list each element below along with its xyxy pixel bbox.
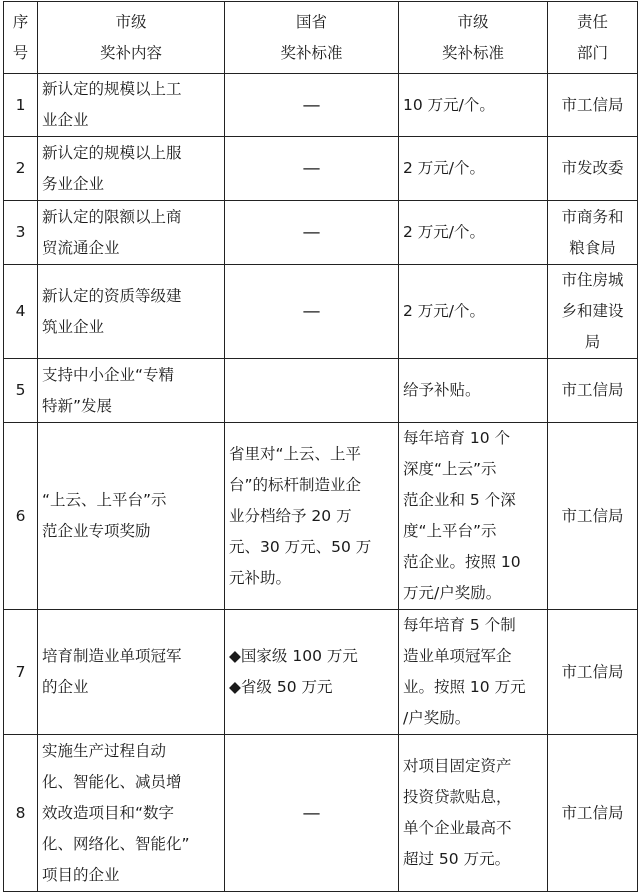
department-cell: [548, 265, 638, 359]
content-line: 业企业: [42, 111, 89, 129]
header-city-content-line: 市级: [115, 12, 147, 31]
row-number: 8: [4, 735, 38, 892]
content-cell: [38, 74, 225, 137]
header-no-line: 序: [12, 12, 29, 31]
content-line: 筑业企业: [42, 317, 105, 336]
department-line: 粮食局: [569, 238, 616, 257]
content-line: 务业企业: [42, 174, 105, 193]
department-cell: 市工信局: [548, 74, 638, 137]
content-cell: [38, 265, 225, 359]
national-line: 省里对“上云、上平: [229, 444, 362, 463]
content-line: 特新”发展: [42, 396, 113, 415]
department-line: 市住房城: [561, 271, 624, 289]
department-line: 局: [584, 333, 601, 351]
national-line: 业分档给予 20 万: [229, 506, 352, 525]
content-line: 新认定的规模以上工: [42, 80, 182, 98]
content-line: 项目的企业: [42, 865, 120, 884]
content-line: 支持中小企业“专精: [42, 365, 175, 384]
department-cell: 市工信局: [548, 610, 638, 735]
row-number: 2: [4, 137, 38, 201]
city-line: /户奖励。: [403, 709, 471, 727]
national-standard-cell: —: [225, 265, 399, 359]
content-line: 范企业专项奖励: [42, 522, 151, 540]
city-line: 万元/户奖励。: [403, 584, 502, 602]
national-standard-cell: —: [225, 735, 399, 892]
national-line: 元补助。: [229, 568, 292, 587]
city-standard-cell: [399, 423, 548, 610]
header-city-content-line: 奖补内容: [99, 43, 162, 62]
content-line: 新认定的规模以上服: [42, 143, 182, 162]
national-standard-cell: —: [225, 201, 399, 265]
content-line: 的企业: [42, 678, 89, 696]
content-cell: [38, 137, 225, 201]
national-standard-cell: [225, 610, 399, 735]
row-number: 6: [4, 423, 38, 610]
department-cell: 市工信局: [548, 735, 638, 892]
table-row: [4, 137, 638, 201]
content-line: 化、网络化、智能化”: [42, 834, 190, 853]
table-row: [4, 201, 638, 265]
table-row: [4, 359, 638, 423]
row-number: 3: [4, 201, 38, 265]
row-number: 7: [4, 610, 38, 735]
city-line: 范企业。按照 10: [403, 553, 521, 571]
content-line: 新认定的限额以上商: [42, 207, 182, 226]
national-standard-cell: [225, 359, 399, 423]
city-line: 业。按照 10 万元: [403, 678, 526, 696]
city-line: 度“上平台”示: [403, 522, 497, 540]
content-line: 贸流通企业: [42, 238, 120, 257]
table-row: [4, 265, 638, 359]
header-no: [4, 2, 38, 74]
city-standard-cell: [399, 735, 548, 892]
city-standard-cell: 2 万元/个。: [399, 137, 548, 201]
content-cell: [38, 359, 225, 423]
subsidy-table: [3, 1, 638, 892]
content-cell: [38, 201, 225, 265]
content-line: “上云、上平台”示: [42, 491, 167, 509]
header-city-standard-line: 市级: [457, 12, 489, 31]
row-number: 4: [4, 265, 38, 359]
department-line: 乡和建设: [561, 302, 624, 320]
national-line: ◆省级 50 万元: [229, 678, 333, 696]
header-department-line: 责任: [576, 12, 608, 31]
city-line: 单个企业最高不: [403, 819, 512, 837]
table-row: [4, 610, 638, 735]
header-national-standard-line: 奖补标准: [280, 43, 343, 62]
row-number: 1: [4, 74, 38, 137]
row-number: 5: [4, 359, 38, 423]
city-line: 超过 50 万元。: [403, 850, 511, 868]
department-cell: 市工信局: [548, 359, 638, 423]
department-cell: 市发改委: [548, 137, 638, 201]
header-department-line: 部门: [576, 43, 608, 62]
content-cell: [38, 610, 225, 735]
content-line: 新认定的资质等级建: [42, 286, 182, 305]
national-line: 元、30 万元、50 万: [229, 537, 372, 556]
header-no-line: 号: [12, 43, 29, 62]
header-national-standard-line: 国省: [295, 12, 327, 31]
city-line: 深度“上云”示: [403, 460, 497, 478]
content-line: 化、智能化、减员增: [42, 772, 182, 791]
table-row: [4, 74, 638, 137]
city-line: 范企业和 5 个深: [403, 491, 516, 509]
city-line: 每年培育 10 个: [403, 429, 511, 447]
header-row: [4, 2, 638, 74]
content-cell: [38, 735, 225, 892]
city-standard-cell: [399, 610, 548, 735]
department-cell: 市工信局: [548, 423, 638, 610]
national-standard-cell: [225, 423, 399, 610]
header-national-standard: [225, 2, 399, 74]
national-line: 台”的标杆制造业企: [229, 475, 362, 494]
city-standard-cell: 10 万元/个。: [399, 74, 548, 137]
table-row: [4, 735, 638, 892]
city-line: 对项目固定资产: [403, 757, 512, 775]
content-line: 效改造项目和“数字: [42, 803, 175, 822]
content-cell: [38, 423, 225, 610]
city-line: 造业单项冠军企: [403, 647, 512, 665]
table-row: [4, 423, 638, 610]
national-line: ◆国家级 100 万元: [229, 647, 358, 665]
header-department: [548, 2, 638, 74]
header-city-standard-line: 奖补标准: [441, 43, 504, 62]
city-standard-cell: 给予补贴。: [399, 359, 548, 423]
content-line: 实施生产过程自动: [42, 741, 167, 760]
department-cell: [548, 201, 638, 265]
city-line: 每年培育 5 个制: [403, 616, 516, 634]
content-line: 培育制造业单项冠军: [42, 647, 182, 665]
header-city-content: [38, 2, 225, 74]
city-line: 投资贷款贴息，: [403, 788, 512, 806]
national-standard-cell: —: [225, 137, 399, 201]
city-standard-cell: 2 万元/个。: [399, 265, 548, 359]
national-standard-cell: —: [225, 74, 399, 137]
header-city-standard: [399, 2, 548, 74]
city-standard-cell: 2 万元/个。: [399, 201, 548, 265]
department-line: 市商务和: [561, 207, 624, 226]
